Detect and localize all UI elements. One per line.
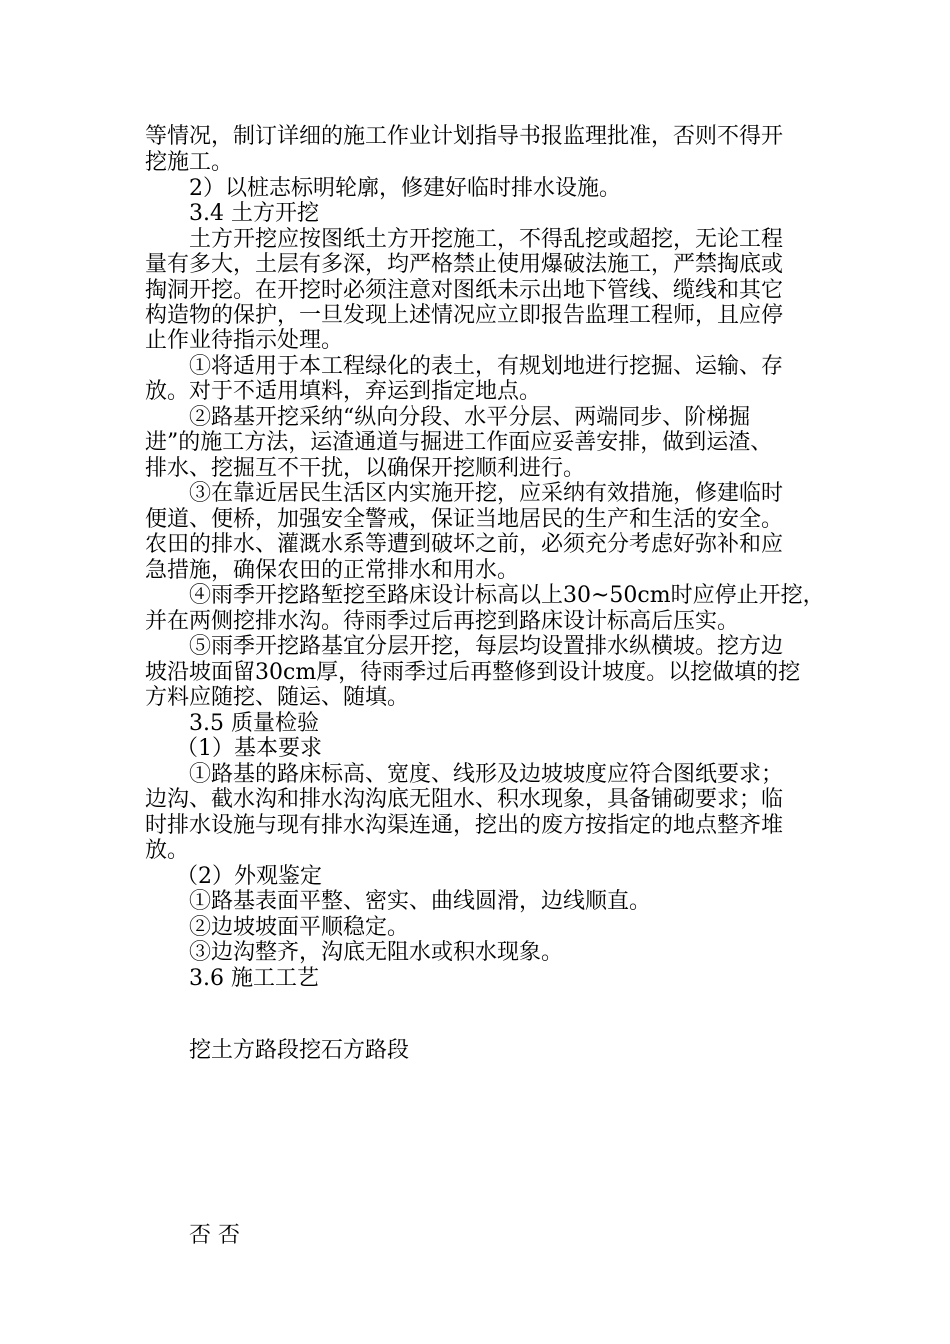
paragraph-line: 方料应随挖、随运、随填。 [145, 685, 410, 710]
paragraph-line: 进”的施工方法，运渣通道与掘进工作面应妥善安排，做到运渣、 [145, 430, 773, 455]
section-heading: 3.5 质量检验 [189, 711, 319, 736]
paragraph-line: 边沟、截水沟和排水沟沟底无阻水、积水现象，具备铺砌要求；临 [145, 787, 784, 812]
paragraph-line: 止作业待指示处理。 [145, 328, 344, 353]
list-item: ①路基表面平整、密实、曲线圆滑，边线顺直。 [189, 889, 652, 914]
list-item: ①路基的路床标高、宽度、线形及边坡坡度应符合图纸要求； [189, 762, 784, 787]
paragraph-line: 等情况，制订详细的施工作业计划指导书报监理批准，否则不得开 [145, 124, 784, 149]
subsection-heading: （1）基本要求 [176, 736, 322, 761]
paragraph-line: 时排水设施与现有排水沟渠连通，挖出的废方按指定的地点整齐堆 [145, 813, 784, 838]
list-item: ②路基开挖采纳“纵向分段、水平分层、两端同步、阶梯掘 [189, 405, 751, 430]
list-item: ③边沟整齐，沟底无阻水或积水现象。 [189, 940, 564, 965]
subsection-heading: （2）外观鉴定 [176, 864, 322, 889]
list-item: ①将适用于本工程绿化的表土，有规划地进行挖掘、运输、存 [189, 354, 784, 379]
paragraph-line: 土方开挖应按图纸土方开挖施工，不得乱挖或超挖，无论工程 [189, 227, 784, 252]
paragraph-line: 挖施工。 [145, 150, 234, 175]
paragraph-line: 掏洞开挖。在开挖时必须注意对图纸未示出地下管线、缆线和其它 [145, 278, 784, 303]
paragraph-line: 急措施，确保农田的正常排水和用水。 [145, 558, 520, 583]
paragraph-line: 并在两侧挖排水沟。待雨季过后再挖到路床设计标高后压实。 [145, 609, 740, 634]
list-item: ④雨季开挖路堑挖至路床设计标高以上30~50cm时应停止开挖， [189, 583, 825, 608]
paragraph-line: 放。对于不适用填料，弃运到指定地点。 [145, 379, 542, 404]
list-item: ③在靠近居民生活区内实施开挖，应采纳有效措施，修建临时 [189, 481, 784, 506]
list-item: ⑤雨季开挖路基宜分层开挖，每层均设置排水纵横坡。挖方边 [189, 634, 784, 659]
section-heading: 3.4 土方开挖 [189, 201, 319, 226]
list-item: ②边坡坡面平顺稳定。 [189, 915, 410, 940]
paragraph-line: 量有多大，土层有多深，均严格禁止使用爆破法施工，严禁掏底或 [145, 252, 784, 277]
flowchart-label: 否 否 [189, 1223, 240, 1248]
paragraph-line: 坡沿坡面留30cm厚，待雨季过后再整修到设计坡度。以挖做填的挖 [145, 660, 801, 685]
section-heading: 3.6 施工工艺 [189, 966, 319, 991]
list-item: 2）以桩志标明轮廓，修建好临时排水设施。 [189, 176, 621, 201]
paragraph-line: 便道、便桥，加强安全警戒，保证当地居民的生产和生活的安全。 [145, 507, 784, 532]
paragraph-line: 放。 [145, 838, 190, 863]
paragraph-line: 构造物的保护，一旦发现上述情况应立即报告监理工程师，且应停 [145, 303, 784, 328]
paragraph-line: 农田的排水、灌溉水系等遭到破坏之前，必须充分考虑好弥补和应 [145, 532, 784, 557]
flowchart-label: 挖土方路段挖石方路段 [189, 1038, 410, 1063]
paragraph-line: 排水、挖掘互不干扰，以确保开挖顺利进行。 [145, 456, 586, 481]
